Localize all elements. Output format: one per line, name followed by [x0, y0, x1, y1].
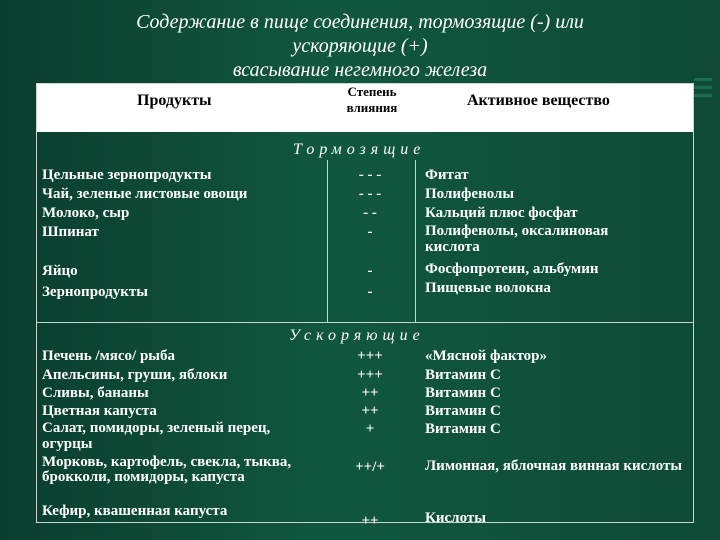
enhancer-product: Морковь, картофель, свекла, тыква, брокколи, помидоры, капуста	[42, 454, 292, 485]
inhibitor-active: Фосфопротеин, альбумин	[425, 261, 599, 277]
header-active: Активное вещество	[467, 92, 610, 109]
inhibitor-active: Полифенолы	[425, 186, 515, 202]
section-divider	[37, 322, 693, 323]
enhancer-degree: ++	[361, 403, 379, 419]
inhibitor-product: Шпинат	[42, 224, 99, 240]
inhibitor-degree: - - -	[358, 167, 382, 183]
enhancer-degree: +	[365, 421, 375, 437]
header-degree-line-2: влияния	[346, 100, 398, 115]
enhancer-degree: ++	[361, 513, 379, 529]
enhancer-product: Апельсины, груши, яблоки	[42, 367, 228, 383]
inhibitor-active: Полифенолы, оксалиновая кислота	[425, 223, 609, 255]
title-line-1: Содержание в пище соединения, тормозящие (-) или	[136, 11, 584, 33]
enhancer-degree: +++	[357, 367, 383, 383]
inhibitor-active: Кальций плюс фосфат	[425, 205, 578, 221]
slide-title	[40, 10, 680, 78]
column-divider	[327, 160, 328, 322]
inhibitor-product: Молоко, сыр	[42, 205, 130, 221]
decor-stripe	[694, 94, 712, 97]
inhibitor-degree: -	[367, 284, 373, 300]
enhancer-active: Лимонная, яблочная винная кислоты	[425, 458, 683, 474]
inhibitor-degree: - -	[363, 205, 377, 221]
header-degree	[327, 84, 417, 116]
section-inhibitors-label: Тормозящие	[293, 141, 426, 158]
section-enhancers-label: Ускоряющие	[289, 327, 425, 344]
inhibitor-degree: -	[367, 263, 373, 279]
header-degree-line-1: Степень	[347, 84, 397, 99]
inhibitor-active: Фитат	[425, 167, 469, 183]
title-line-3: всасывание негемного железа	[232, 59, 488, 78]
inhibitor-product: Зернопродукты	[42, 284, 148, 300]
enhancer-active: Витамин С	[425, 367, 501, 383]
enhancer-product: Печень /мясо/ рыба	[42, 348, 176, 364]
enhancer-degree: +++	[357, 348, 383, 364]
enhancer-product: Цветная капуста	[42, 403, 157, 419]
inhibitor-product: Чай, зеленые листовые овощи	[42, 186, 248, 202]
enhancer-active: Кислоты	[425, 510, 486, 526]
column-divider	[415, 160, 416, 322]
enhancer-product: Кефир, квашенная капуста	[42, 503, 228, 519]
inhibitor-product: Цельные зернопродукты	[42, 167, 212, 183]
header-products: Продукты	[137, 92, 212, 109]
table-header	[37, 84, 693, 132]
inhibitor-degree: -	[367, 224, 373, 240]
enhancer-active: Витамин С	[425, 385, 501, 401]
inhibitor-product: Яйцо	[42, 263, 78, 279]
enhancer-active: «Мясной фактор»	[425, 348, 547, 364]
inhibitor-degree: - - -	[358, 186, 382, 202]
enhancer-product: Сливы, бананы	[42, 385, 149, 401]
enhancer-active: Витамин С	[425, 421, 501, 437]
enhancer-product: Салат, помидоры, зеленый перец, огурцы	[42, 420, 271, 452]
title-line-2: ускоряющие (+)	[292, 35, 428, 57]
inhibitor-active: Пищевые волокна	[425, 280, 551, 296]
enhancer-degree: ++	[361, 385, 379, 401]
decor-stripe	[694, 78, 712, 81]
iron-absorption-table	[36, 83, 694, 529]
decor-stripe	[694, 86, 712, 89]
enhancer-active: Витамин С	[425, 403, 501, 419]
enhancer-degree: ++/+	[355, 459, 385, 475]
